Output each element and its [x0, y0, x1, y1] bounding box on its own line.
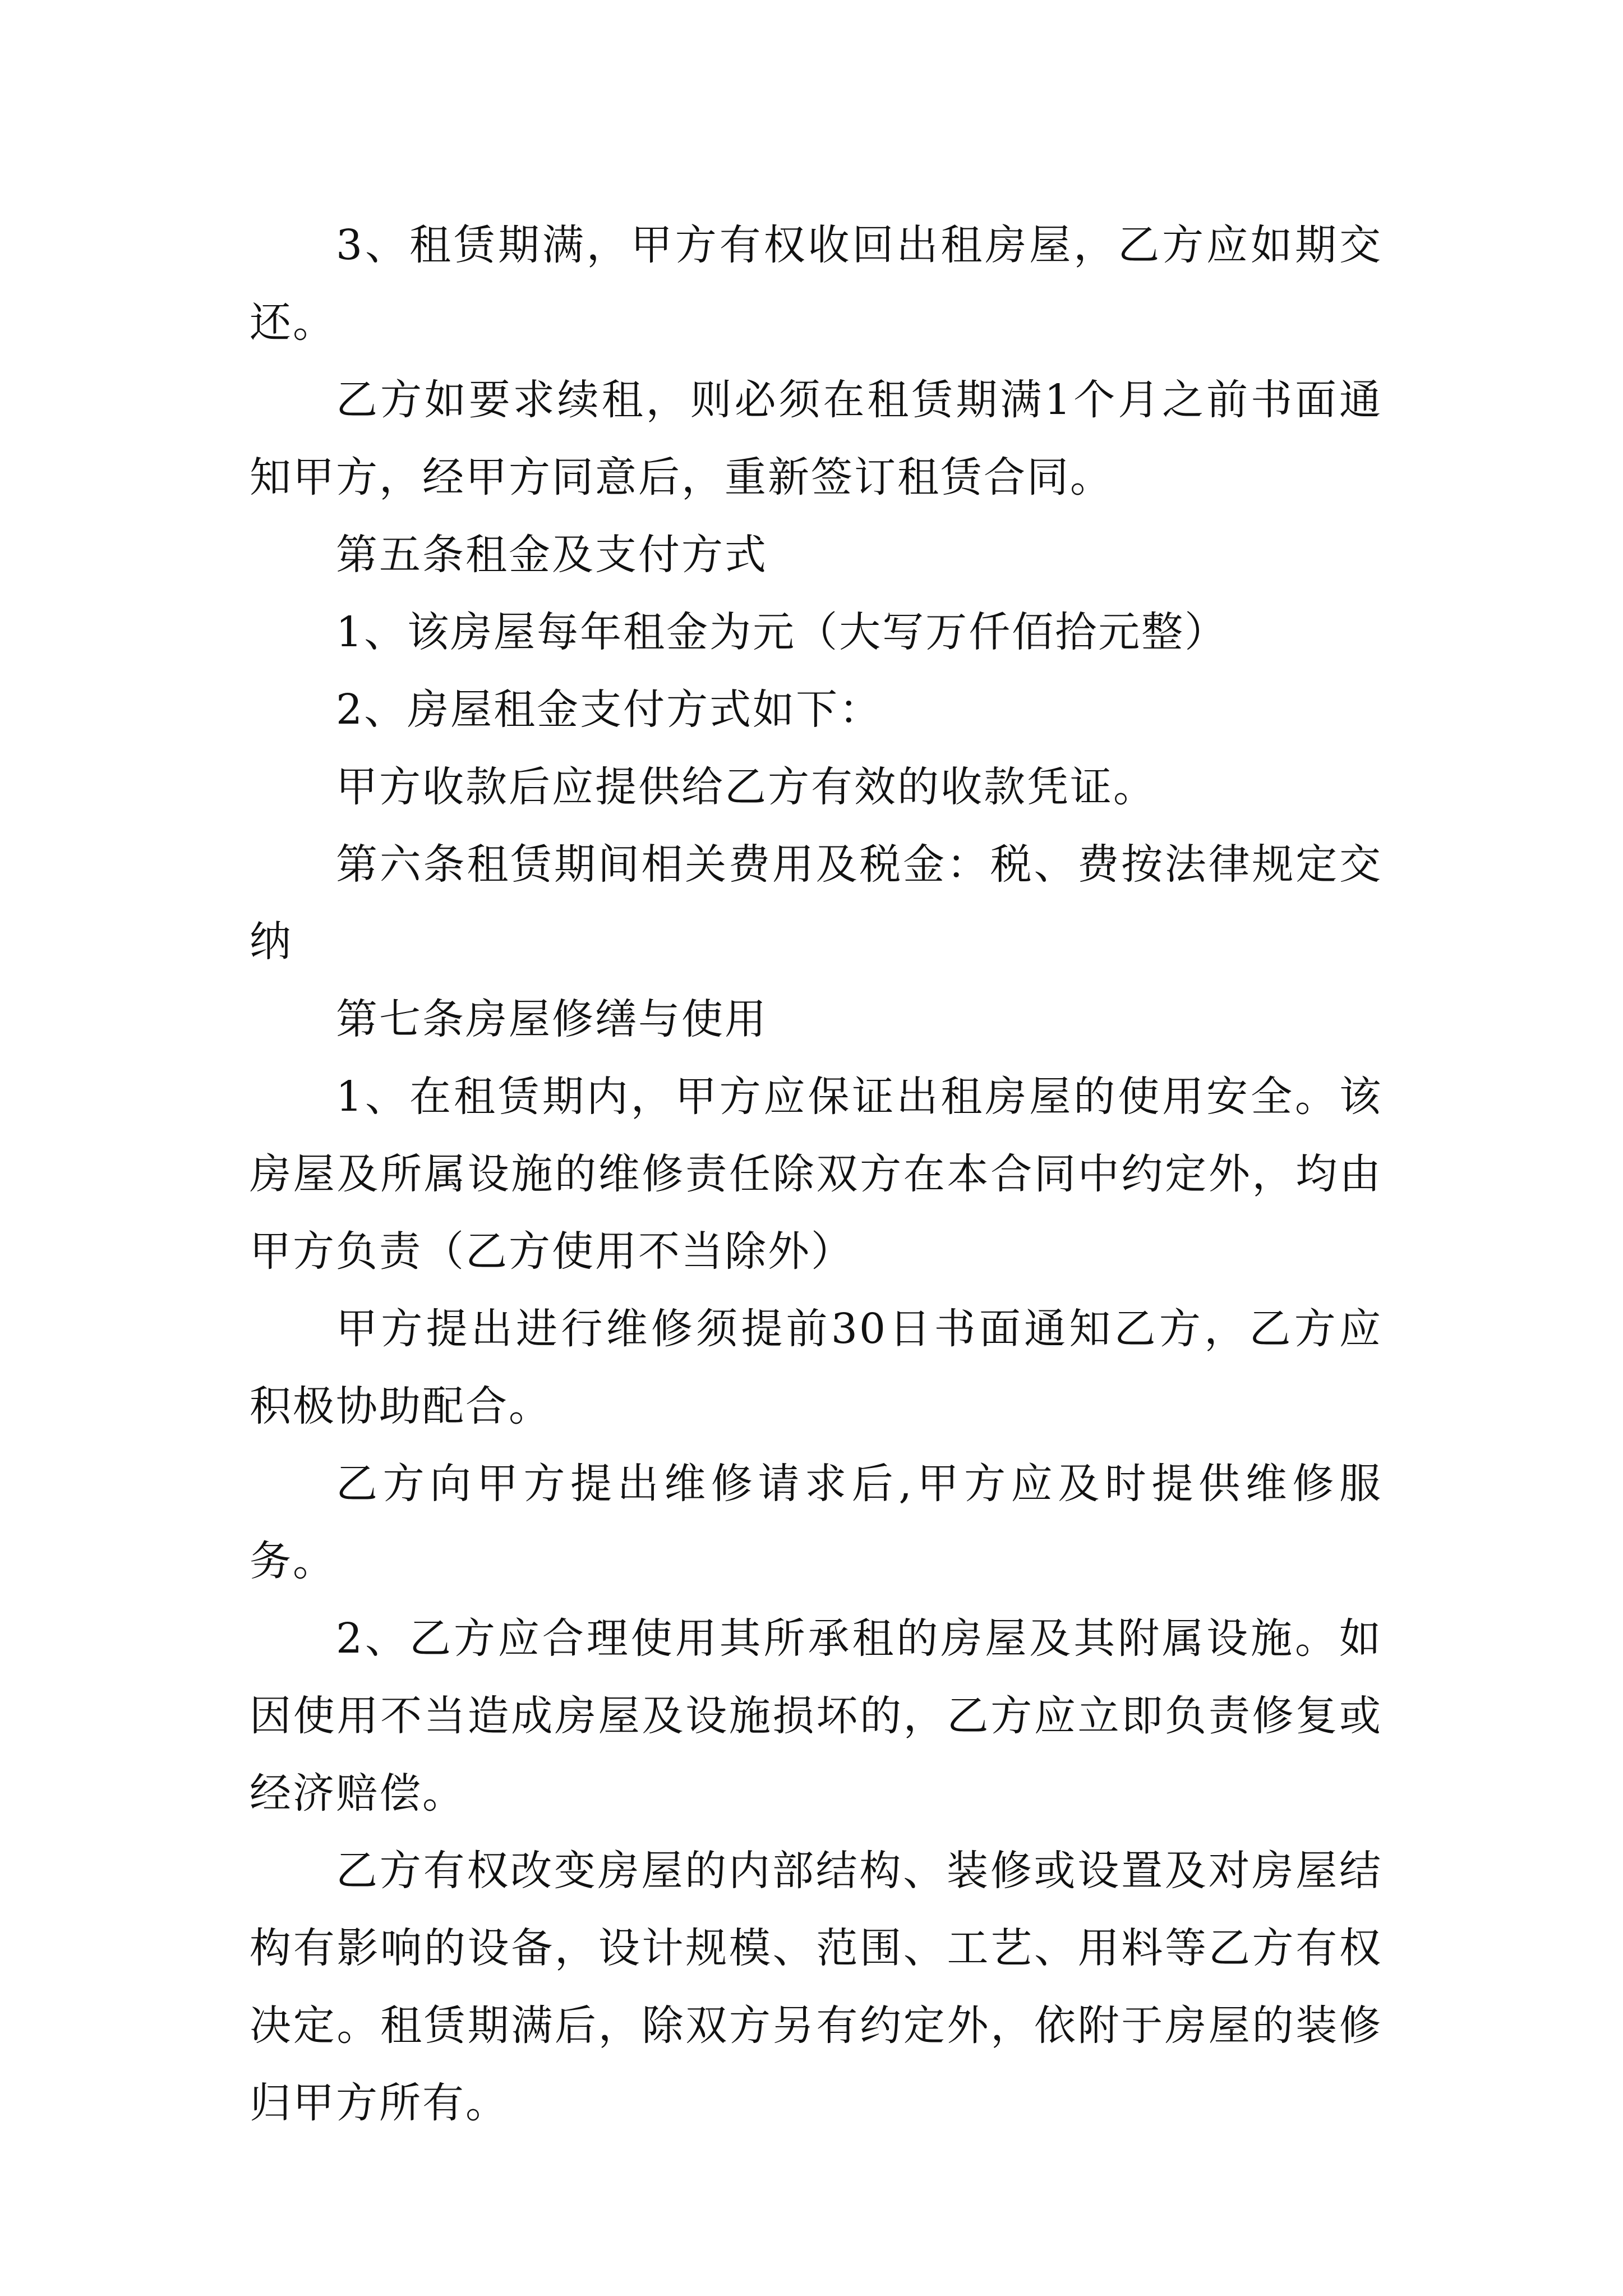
paragraph-receipt: 甲方收款后应提供给乙方有效的收款凭证。 [336, 763, 1156, 811]
heading-article-5: 第五条租金及支付方式 [336, 531, 768, 579]
paragraph-repair-responsibility: 1、在租赁期内，甲方应保证出租房屋的使用安全。该房屋及所属设施的维修责任除双方在本合同中约定外，均由甲方负责（乙方使用不当除外） [250, 1073, 1382, 1276]
paragraph-proper-use: 2、乙方应合理使用其所承租的房屋及其附属设施。如因使用不当造成房屋及设施损坏的，乙方应立即负责修复或经济赔偿。 [250, 1614, 1382, 1818]
paragraph-repair-request: 乙方向甲方提出维修请求后,甲方应及时提供维修服务。 [250, 1460, 1382, 1585]
paragraph-lease-expiry: 3、租赁期满，甲方有权收回出租房屋，乙方应如期交还。 [250, 221, 1382, 347]
heading-article-6: 第六条租赁期间相关费用及税金：税、费按法律规定交纳 [250, 840, 1382, 966]
paragraph-renewal: 乙方如要求续租，则必须在租赁期满1个月之前书面通知甲方，经甲方同意后，重新签订租赁合同。 [250, 376, 1382, 501]
paragraph-renovation: 乙方有权改变房屋的内部结构、装修或设置及对房屋结构有影响的设备，设计规模、范围、工艺、用料等乙方有权决定。租赁期满后，除双方另有约定外，依附于房屋的装修归甲方所有。 [250, 1847, 1382, 2127]
heading-article-7: 第七条房屋修缮与使用 [336, 995, 768, 1043]
paragraph-annual-rent: 1、该房屋每年租金为元（大写万仟佰拾元整） [336, 608, 1228, 656]
paragraph-payment-method: 2、房屋租金支付方式如下： [336, 685, 883, 734]
document-body [250, 206, 1382, 2142]
paragraph-repair-notice: 甲方提出进行维修须提前30日书面通知乙方，乙方应积极协助配合。 [250, 1305, 1382, 1430]
